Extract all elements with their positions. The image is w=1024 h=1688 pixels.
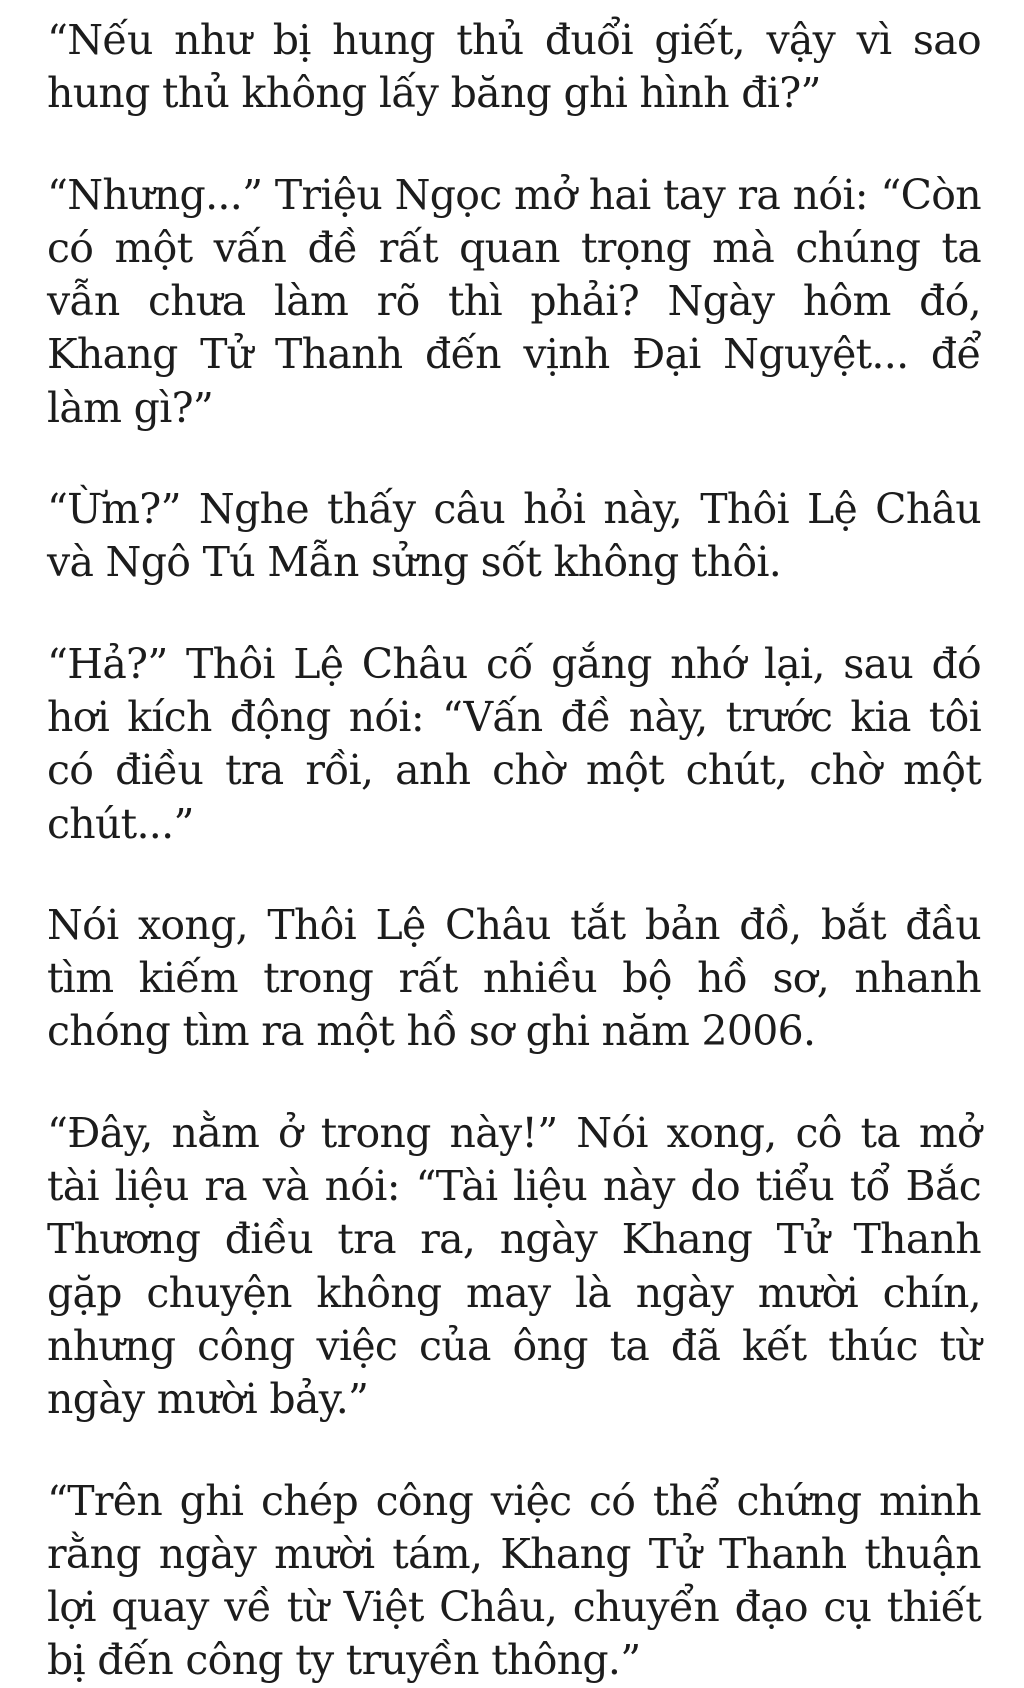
paragraph: “Nếu như bị hung thủ đuổi giết, vậy vì sao hung thủ không lấy băng ghi hình đi?” — [47, 16, 981, 118]
paragraph: “Hả?” Thôi Lệ Châu cố gắng nhớ lại, sau đó hơi kích động nói: “Vấn đề này, trước kia tôi có điều tra rồi, anh chờ một chút, chờ một chút...” — [47, 639, 981, 848]
paragraph: “Nhưng...” Triệu Ngọc mở hai tay ra nói: “Còn có một vấn đề rất quan trọng mà chúng ta vẫn chưa làm rõ thì phải? Ngày hôm đó, Khang Tử Thanh đến vịnh Đại Nguyệt... để làm gì?” — [47, 170, 981, 432]
paragraph: “Trên ghi chép công việc có thể chứng minh rằng ngày mười tám, Khang Tử Thanh thuận lợi quay về từ Việt Châu, chuyển đạo cụ thiết bị đến công ty truyền thông.” — [47, 1476, 981, 1685]
paragraph: “Đây, nằm ở trong này!” Nói xong, cô ta mở tài liệu ra và nói: “Tài liệu này do tiểu tổ Bắc Thương điều tra ra, ngày Khang Tử Thanh gặp chuyện không may là ngày mười chín, nhưng công việc của ông ta đã kết thúc từ ngày mười bảy.” — [47, 1108, 981, 1424]
paragraph: “Ừm?” Nghe thấy câu hỏi này, Thôi Lệ Châu và Ngô Tú Mẫn sửng sốt không thôi. — [47, 485, 981, 587]
paragraph: Nói xong, Thôi Lệ Châu tắt bản đồ, bắt đầu tìm kiếm trong rất nhiều bộ hồ sơ, nhanh chóng tìm ra một hồ sơ ghi năm 2006. — [47, 900, 981, 1056]
reading-page — [47, 14, 981, 1688]
